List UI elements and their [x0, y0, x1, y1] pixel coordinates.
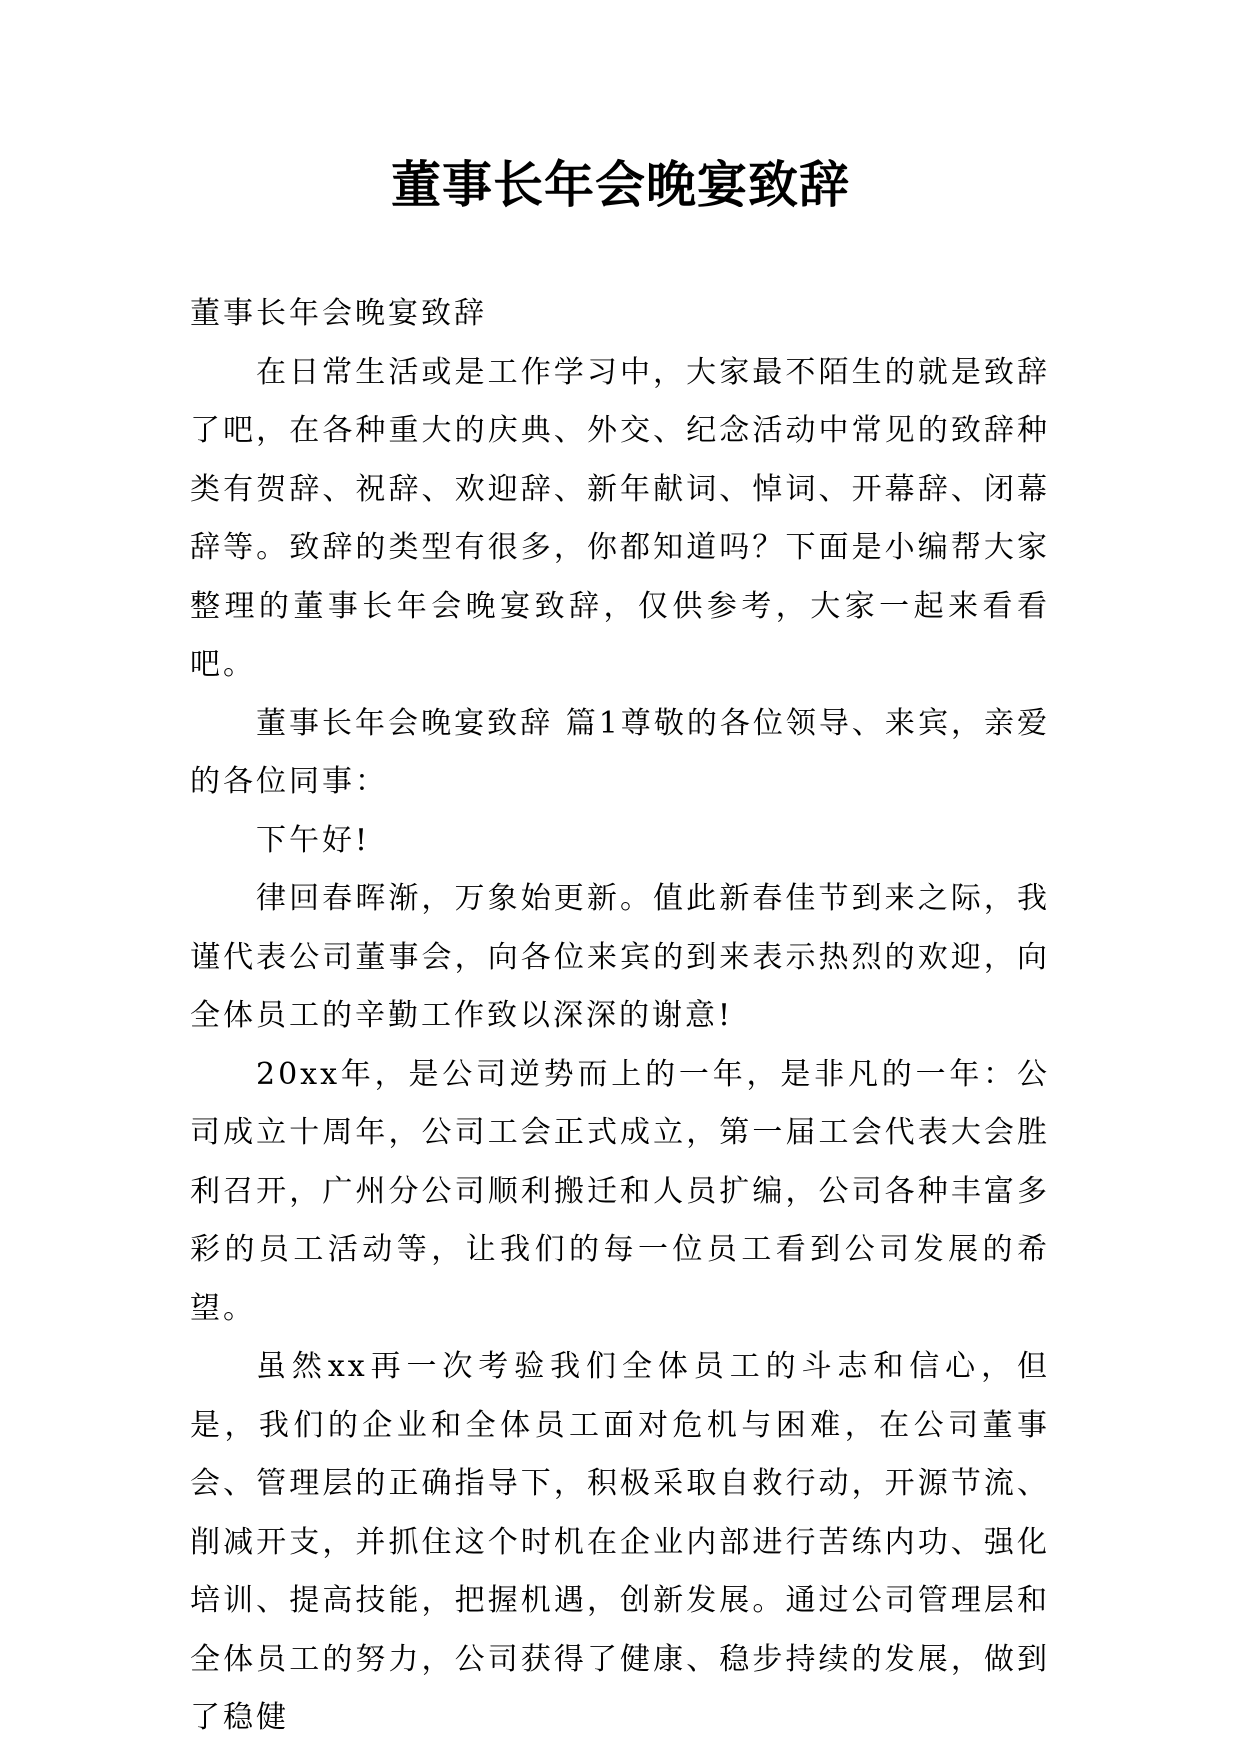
document-body — [190, 285, 1050, 1748]
paragraph-challenges: 虽然xx再一次考验我们全体员工的斗志和信心，但是，我们的企业和全体员工面对危机与困难，在公司董事会、管理层的正确指导下，积极采取自救行动，开源节流、削减开支，并抓住这个时机在企业内部进行苦练内功、强化培训、提高技能，把握机遇，创新发展。通过公司管理层和全体员工的努力，公司获得了健康、稳步持续的发展，做到了稳健 — [190, 1349, 1050, 1735]
paragraph-salutation: 董事长年会晚宴致辞 篇1尊敬的各位领导、来宾，亲爱的各位同事： — [190, 705, 1050, 799]
paragraph-greeting: 下午好! — [256, 822, 371, 858]
document-title: 董事长年会晚宴致辞 — [391, 155, 850, 214]
body-heading: 董事长年会晚宴致辞 — [190, 296, 487, 331]
paragraph-year-review: 20xx年，是公司逆势而上的一年，是非凡的一年：公司成立十周年，公司工会正式成立，第一届工会代表大会胜利召开，广州分公司顺利搬迁和人员扩编，公司各种丰富多彩的员工活动等，让我们的每一位员工看到公司发展的希望。 — [190, 1056, 1050, 1326]
paragraph-intro: 在日常生活或是工作学习中，大家最不陌生的就是致辞了吧，在各种重大的庆典、外交、纪念活动中常见的致辞种类有贺辞、祝辞、欢迎辞、新年献词、悼词、开幕辞、闭幕辞等。致辞的类型有很多，你都知道吗？下面是小编帮大家整理的董事长年会晚宴致辞，仅供参考，大家一起来看看吧。 — [190, 354, 1050, 682]
paragraph-welcome: 律回春晖渐，万象始更新。值此新春佳节到来之际，我谨代表公司董事会，向各位来宾的到来表示热烈的欢迎，向全体员工的辛勤工作致以深深的谢意! — [190, 881, 1050, 1033]
